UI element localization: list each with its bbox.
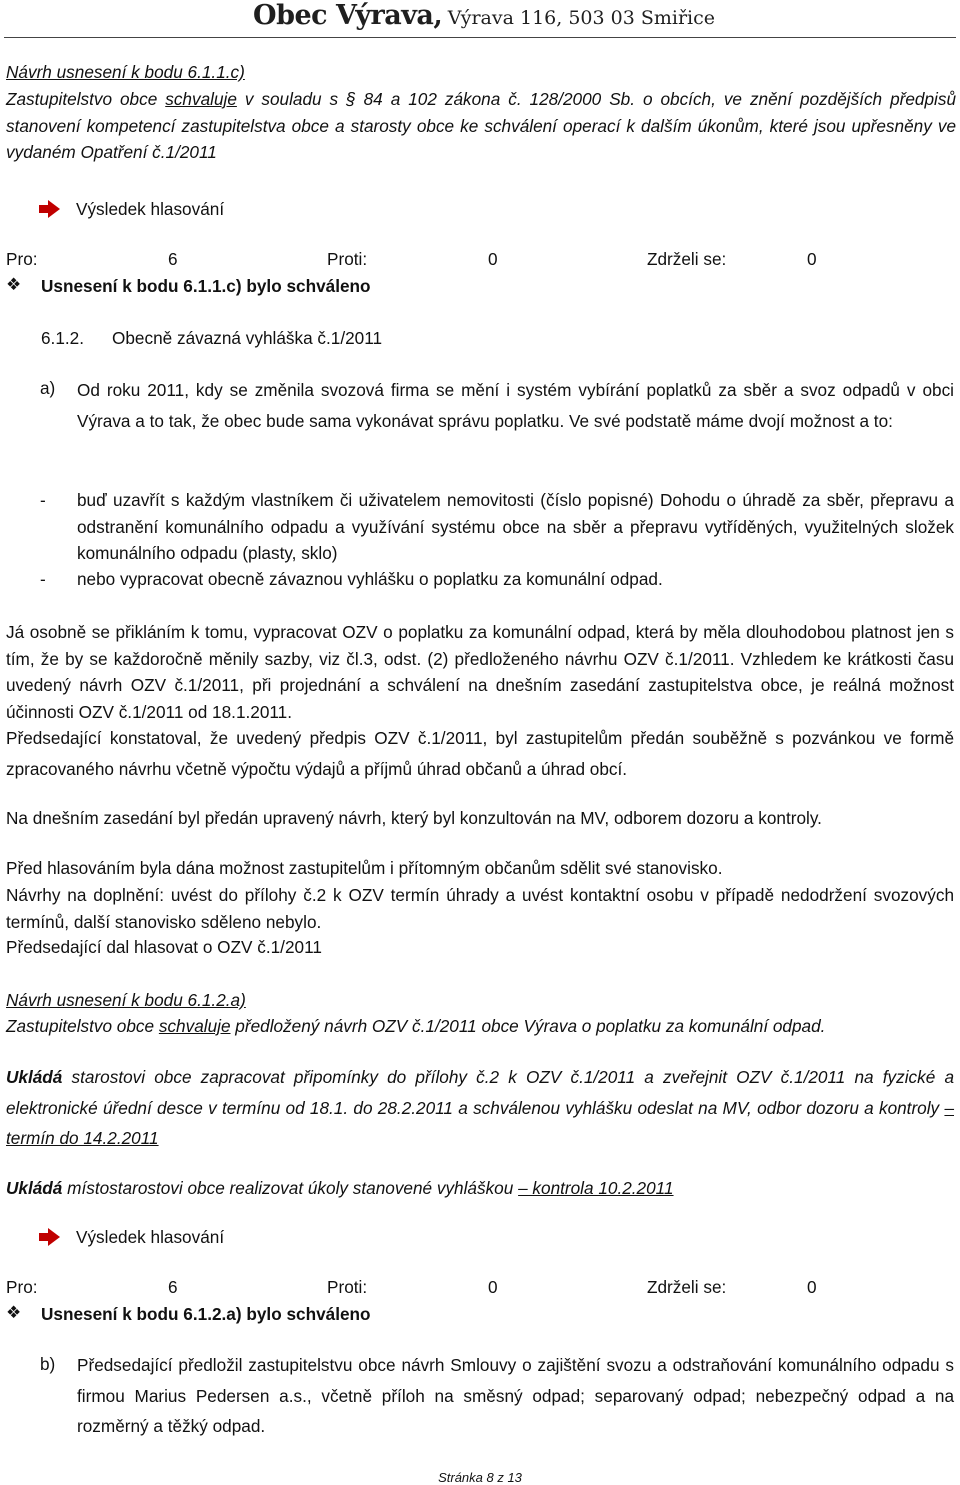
vote-proti-label: Proti:	[327, 1277, 368, 1297]
vote-pro-label: Pro:	[6, 249, 38, 269]
task-1-verb: Ukládá	[6, 1067, 63, 1087]
diamond-bullet-icon: ❖	[6, 275, 22, 294]
resolution-text-2-pre: Zastupitelstvo obce	[6, 1016, 159, 1036]
resolution-text-1-pre: Zastupitelstvo obce	[6, 89, 166, 109]
vote-pro-label: Pro:	[6, 1277, 38, 1297]
diamond-bullet-icon: ❖	[6, 1303, 22, 1322]
vote-zdrzeli-value: 0	[807, 1277, 817, 1297]
vote-result-2	[6, 1277, 826, 1301]
item-a-text: Od roku 2011, kdy se změnila svozová firma se mění i systém vybírání poplatků za sběr a svoz odpadů v obci Výrava a to tak, že obec bude sama vykonávat správu poplatku. Ve své podstatě máme dvojí možnost a to:	[77, 380, 954, 431]
task-2	[6, 1178, 674, 1199]
resolution-verb-1: schvaluje	[165, 89, 237, 109]
resolution-text-1	[6, 86, 956, 166]
resolution-text-2	[6, 1016, 825, 1037]
item-a-marker: a)	[40, 378, 56, 398]
vote-heading-2: Výsledek hlasování	[76, 1227, 225, 1247]
proposal-label-2: Návrh usnesení k bodu 6.1.2.a)	[6, 990, 246, 1010]
task-2-verb: Ukládá	[6, 1178, 63, 1198]
page-footer: Stránka 8 z 13	[438, 1470, 522, 1485]
vote-pro-value: 6	[168, 249, 178, 269]
section-title: Obecně závazná vyhláška č.1/2011	[112, 328, 383, 348]
paragraph-2: Předsedající konstatoval, že uvedený předpis OZV č.1/2011, byl zastupitelům předán souběžně s pozvánkou ve formě zpracovaného návrhu včetně výpočtu výdajů a příjmů úhrad občanů a úhrad obcí.	[6, 728, 954, 779]
paragraph-3: Na dnešním zasedání byl předán upravený návrh, který byl konzultován na MV, odborem dozoru a kontroly.	[6, 808, 822, 828]
item-b-marker: b)	[40, 1354, 56, 1374]
result-1: Usnesení k bodu 6.1.1.c) bylo schváleno	[41, 276, 371, 296]
resolution-verb-2: schvaluje	[158, 1016, 231, 1036]
header-address: Výrava 116, 503 03 Smiřice	[447, 7, 715, 29]
result-2: Usnesení k bodu 6.1.2.a) bylo schváleno	[41, 1304, 371, 1324]
vote-heading-1: Výsledek hlasování	[76, 199, 225, 219]
vote-proti-value: 0	[488, 1277, 498, 1297]
vote-proti-label: Proti:	[327, 249, 368, 269]
option-1-text: buď uzavřít s každým vlastníkem či uživatelem nemovitosti (číslo popisné) Dohodu o úhradě za sběr, přepravu a odstranění komunálního odpadu a využívání systému obce na sběr a přepravu vytříděných, využitelných složek komunálního odpadu (plasty, sklo)	[77, 490, 954, 563]
section-number: 6.1.2.	[41, 328, 85, 348]
paragraph-5: Návrhy na doplnění: uvést do přílohy č.2 k OZV termín úhrady a uvést kontaktní osobu v případě nedodržení svozových termínů, další stanovisko sděleno nebylo.	[6, 885, 954, 932]
task-1-text: starostovi obce zapracovat připomínky do přílohy č.2 k OZV č.1/2011 a zveřejnit OZV č.1/2011 na fyzické a elektronické úřední desce v termínu od 18.1. do 28.2.2011 a schválenou vyhlášku odeslat na MV, odbor dozoru a kontroly	[6, 1067, 954, 1118]
task-1-deadline: – termín do 14.2.2011	[6, 1097, 954, 1148]
resolution-text-1-post: v souladu s § 84 a 102 zákona č. 128/2000 Sb. o obcích, ve znění pozdějších předpisů stanovení kompetencí zastupitelstva obce a starosty obce ke schválení operací k dalším úkonům, které jsou upřesněny ve vydaném Opatření č.1/2011	[6, 89, 956, 162]
vote-zdrzeli-value: 0	[807, 249, 817, 269]
vote-pro-value: 6	[168, 1277, 178, 1297]
header-title: Obec Výrava,	[253, 0, 443, 31]
paragraph-4: Před hlasováním byla dána možnost zastupitelům i přítomným občanům sdělit své stanovisko.	[6, 858, 723, 878]
header-rule	[4, 37, 956, 38]
paragraph-1: Já osobně se přikláním k tomu, vypracovat OZV o poplatku za komunální odpad, která by měla dlouhodobou platnost jen s tím, že by se každoročně měnily sazby, viz čl.3, odst. (2) předloženého návrhu OZV č.1/2011. Vzhledem ke krátkosti času uvedený návrh OZV č.1/2011, při projednání a schválení na dnešním zasedání zastupitelstva obce, je reálná možnost účinnosti OZV č.1/2011 od 18.1.2011.	[6, 622, 954, 722]
task-1	[6, 1062, 954, 1154]
option-2-text: nebo vypracovat obecně závaznou vyhlášku o poplatku za komunální odpad.	[77, 569, 663, 589]
vote-proti-value: 0	[488, 249, 498, 269]
vote-result-1	[6, 249, 826, 273]
option-2-dash: -	[40, 569, 46, 589]
paragraph-6: Předsedající dal hlasovat o OZV č.1/2011	[6, 937, 322, 957]
vote-zdrzeli-label: Zdrželi se:	[647, 249, 727, 269]
document-header	[253, 0, 715, 31]
arrow-right-icon	[39, 199, 61, 219]
vote-zdrzeli-label: Zdrželi se:	[647, 1277, 727, 1297]
task-2-deadline: – kontrola 10.2.2011	[518, 1178, 674, 1198]
resolution-text-2-post: předložený návrh OZV č.1/2011 obce Výrava o poplatku za komunální odpad.	[230, 1016, 826, 1036]
option-1-dash: -	[40, 490, 46, 510]
arrow-right-icon	[39, 1227, 61, 1247]
proposal-label-1: Návrh usnesení k bodu 6.1.1.c)	[6, 62, 245, 82]
item-b-text: Předsedající předložil zastupitelstvu obce návrh Smlouvy o zajištění svozu a odstraňování komunálního odpadu s firmou Marius Pedersen a.s., včetně příloh na směsný odpad; separovaný odpad; nebezpečný odpad a na rozměrný a těžký odpad.	[77, 1355, 954, 1436]
task-2-text: místostarostovi obce realizovat úkoly stanovené vyhláškou	[62, 1178, 519, 1198]
